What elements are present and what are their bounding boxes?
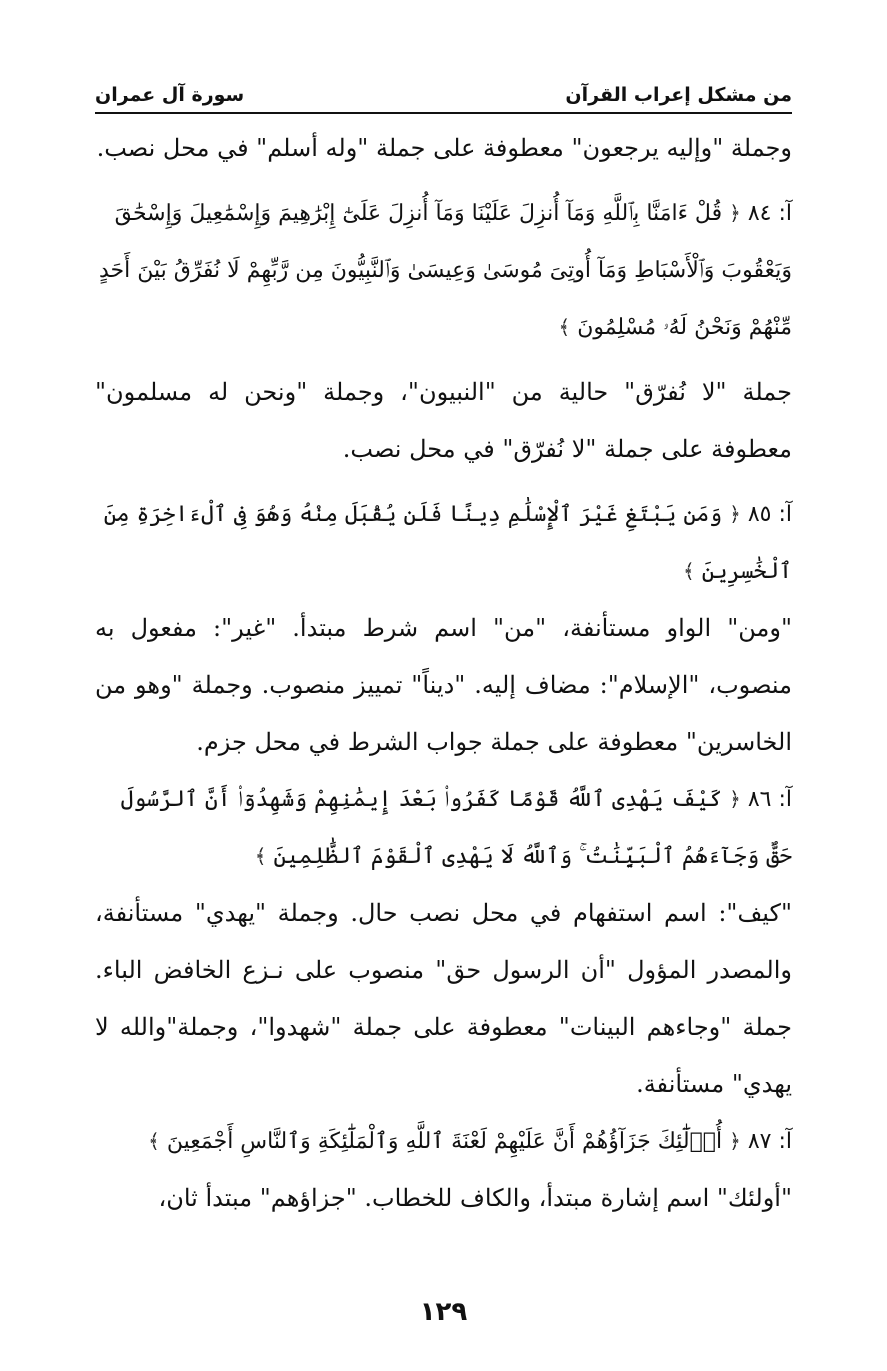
- verse-close-bracket: ﴾: [254, 844, 267, 868]
- verse-open-bracket: ﴿: [729, 502, 741, 526]
- quran-verse-87: [95, 1113, 792, 1170]
- quran-verse-86: [95, 771, 792, 885]
- verse-text: أُو۟لَٰٓئِكَ جَزَآؤُهُمْ أَنَّ عَلَيْهِمْ لَعْنَةَ ٱللَّهِ وَٱلْمَلَٰٓئِكَةِ وَٱلنَّاسِ أَجْمَعِينَ: [166, 1129, 723, 1154]
- verse-close-bracket: ﴾: [558, 315, 571, 339]
- surah-title: سورة آل عمران: [95, 84, 245, 106]
- verse-close-bracket: ﴾: [148, 1129, 160, 1153]
- commentary-paragraph: "أولئك" اسم إشارة مبتدأ، والكاف للخطاب. "جزاؤهم" مبتدأ ثان،: [158, 1184, 792, 1212]
- verse-number: آ: ٨٥: [747, 502, 792, 527]
- page-number: ١٢٩: [419, 1297, 468, 1327]
- commentary-paragraph: جملة "لا نُفرّق" حالية من "النبيون"، وجملة "ونحن له مسلمون" معطوفة على جملة "لا نُفرّق" في محل نصب.: [95, 378, 792, 463]
- verse-open-bracket: ﴿: [729, 201, 741, 225]
- quran-verse-85: [95, 486, 792, 600]
- verse-number: آ: ٨٦: [747, 787, 792, 812]
- verse-close-bracket: ﴾: [683, 559, 695, 583]
- book-title: من مشكل إعراب القرآن: [565, 84, 792, 106]
- verse-text: قُلْ ءَامَنَّا بِٱللَّهِ وَمَآ أُنزِلَ عَلَيْنَا وَمَآ أُنزِلَ عَلَىٰٓ إِبْرَٰهِيمَ وَإِسْمَٰعِيلَ وَإِسْحَٰقَ وَيَعْقُوبَ وَٱلْأَسْبَاطِ وَمَآ أُوتِىَ مُوسَىٰ وَعِيسَىٰ وَٱلنَّبِيُّونَ مِن رَّبِّهِمْ لَا نُفَرِّقُ بَيْنَ أَحَدٍ مِّنْهُمْ وَنَحْنُ لَهُۥ مُسْلِمُونَ: [98, 201, 792, 340]
- commentary-paragraph: وجملة "وإليه يرجعون" معطوفة على جملة "وله أسلم" في محل نصب.: [96, 134, 792, 162]
- quran-verse-84: [95, 185, 792, 356]
- commentary-paragraph: "ومن" الواو مستأنفة، "من" اسم شرط مبتدأ. "غير": مفعول به منصوب، "الإسلام": مضاف إليه. "ديناً" تمييز منصوب. وجملة "وهو من الخاسرين" معطوفة على جملة جواب الشرط في محل جزم.: [95, 614, 792, 756]
- verse-number: آ: ٨٧: [747, 1129, 792, 1154]
- page-content: [95, 120, 792, 1227]
- commentary-paragraph: "كيف": اسم استفهام في محل نصب حال. وجملة "يهدي" مستأنفة، والمصدر المؤول "أن الرسول حق" منصوب على نـزع الخافض الباء. جملة "وجاءهم البينات" معطوفة على جملة "شهدوا"، وجملة"والله لا يهدي" مستأنفة.: [95, 899, 792, 1098]
- verse-open-bracket: ﴿: [729, 1129, 741, 1153]
- verse-open-bracket: ﴿: [729, 787, 741, 811]
- verse-number: آ: ٨٤: [747, 201, 792, 226]
- verse-text: وَمَن يَبْتَغِ غَيْرَ ٱلْإِسْلَٰمِ دِينًا فَلَن يُقْبَلَ مِنْهُ وَهُوَ فِى ٱلْءَاخِرَةِ مِنَ ٱلْخَٰسِرِينَ: [103, 502, 792, 584]
- running-header: [95, 78, 792, 114]
- verse-text: كَيْفَ يَهْدِى ٱللَّهُ قَوْمًا كَفَرُوا۟ بَعْدَ إِيمَٰنِهِمْ وَشَهِدُوٓا۟ أَنَّ ٱلرَّسُولَ حَقٌّ وَجَآءَهُمُ ٱلْبَيِّنَٰتُ ۚ وَٱللَّهُ لَا يَهْدِى ٱلْقَوْمَ ٱلظَّٰلِمِينَ: [120, 787, 792, 869]
